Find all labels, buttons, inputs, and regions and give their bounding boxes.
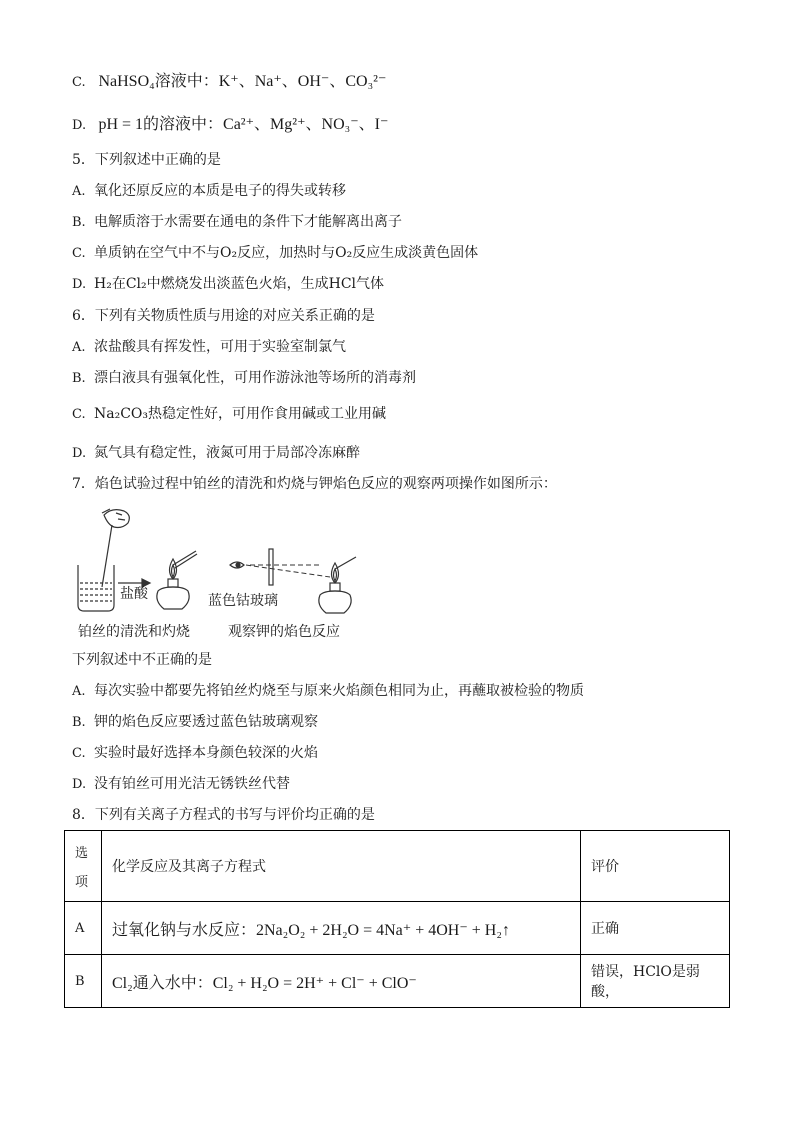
beaker-icon (78, 565, 114, 611)
glass-label: 蓝色钴玻璃 (208, 593, 278, 609)
option-text: pH = 1的溶液中：Ca²⁺、Mg²⁺、NO₃⁻、I⁻ (98, 116, 389, 133)
acid-label: 盐酸 (120, 586, 148, 602)
q7-option-a: A. 每次实验中都要先将铂丝灼烧至与原来火焰颜色相同为止，再蘸取被检验的物质 (72, 683, 584, 699)
row-evaluation-cell: 正确 (581, 902, 730, 955)
q6-option-c: C. Na₂CO₃热稳定性好，可用作食用碱或工业用碱 (72, 406, 387, 422)
evaluation-table (64, 830, 730, 1008)
q6-option-d: D. 氮气具有稳定性，液氮可用于局部冷冻麻醉 (72, 445, 360, 461)
q6-option-b: B. 漂白液具有强氧化性，可用作游泳池等场所的消毒剂 (72, 370, 416, 386)
platinum-wire (102, 525, 112, 587)
caption-right: 观察钾的焰色反应 (228, 624, 340, 640)
alcohol-lamp-left-icon (157, 551, 197, 609)
q7-option-d: D. 没有铂丝可用光洁无锈铁丝代替 (72, 776, 290, 792)
q5-option-b: B. 电解质溶于水需要在通电的条件下才能解离出离子 (72, 214, 402, 230)
header-option-cell: 选 项 (65, 831, 102, 902)
option-d-top: D. pH = 1的溶液中：Ca²⁺、Mg²⁺、NO₃⁻、I⁻ (72, 116, 389, 133)
flame-test-diagram (72, 505, 372, 640)
caption-left: 铂丝的清洗和灼烧 (78, 624, 190, 640)
row-reaction-cell: 过氧化钠与水反应：2Na₂O₂ + 2H₂O = 4Na⁺ + 4OH⁻ + H₂↑ (102, 902, 581, 955)
header-reaction-cell: 化学反应及其离子方程式 (102, 831, 581, 902)
question-8-stem: 8．下列有关离子方程式的书写与评价均正确的是 (72, 807, 375, 823)
row-option-cell: B (65, 955, 102, 1008)
question-7-stem: 7．焰色试验过程中铂丝的清洗和灼烧与钾焰色反应的观察两项操作如图所示： (72, 476, 557, 492)
alcohol-lamp-right-icon (319, 557, 356, 613)
question-5-stem: 5．下列叙述中正确的是 (72, 152, 221, 168)
option-text: NaHSO₄溶液中：K⁺、Na⁺、OH⁻、CO₃²⁻ (98, 73, 387, 90)
q5-option-a: A. 氧化还原反应的本质是电子的得失或转移 (72, 183, 346, 199)
question-7-sub-stem: 下列叙述中不正确的是 (72, 652, 212, 668)
hand-icon (102, 509, 129, 528)
option-c-top: C. NaHSO₄溶液中：K⁺、Na⁺、OH⁻、CO₃²⁻ (72, 73, 387, 90)
q5-option-c: C. 单质钠在空气中不与O₂反应，加热时与O₂反应生成淡黄色固体 (72, 245, 479, 261)
cobalt-glass-plate (269, 549, 273, 585)
row-option-cell: A (65, 902, 102, 955)
q6-option-a: A. 浓盐酸具有挥发性，可用于实验室制氯气 (72, 339, 346, 355)
table-row (65, 955, 730, 1008)
row-reaction-cell: Cl₂通入水中：Cl₂ + H₂O = 2H⁺ + Cl⁻ + ClO⁻ (102, 955, 581, 1008)
flame-test-figure (72, 505, 372, 640)
eye-icon (230, 562, 244, 568)
sight-line (246, 565, 330, 577)
q5-option-d: D. H₂在Cl₂中燃烧发出淡蓝色火焰，生成HCl气体 (72, 276, 385, 292)
q7-option-c: C. 实验时最好选择本身颜色较深的火焰 (72, 745, 318, 761)
table-row (65, 902, 730, 955)
header-evaluation-cell: 评价 (581, 831, 730, 902)
question-6-stem: 6．下列有关物质性质与用途的对应关系正确的是 (72, 308, 375, 324)
q7-option-b: B. 钾的焰色反应要透过蓝色钴玻璃观察 (72, 714, 318, 730)
table-header-row (65, 831, 730, 902)
row-evaluation-cell: 错误，HClO是弱酸， (581, 955, 730, 1008)
